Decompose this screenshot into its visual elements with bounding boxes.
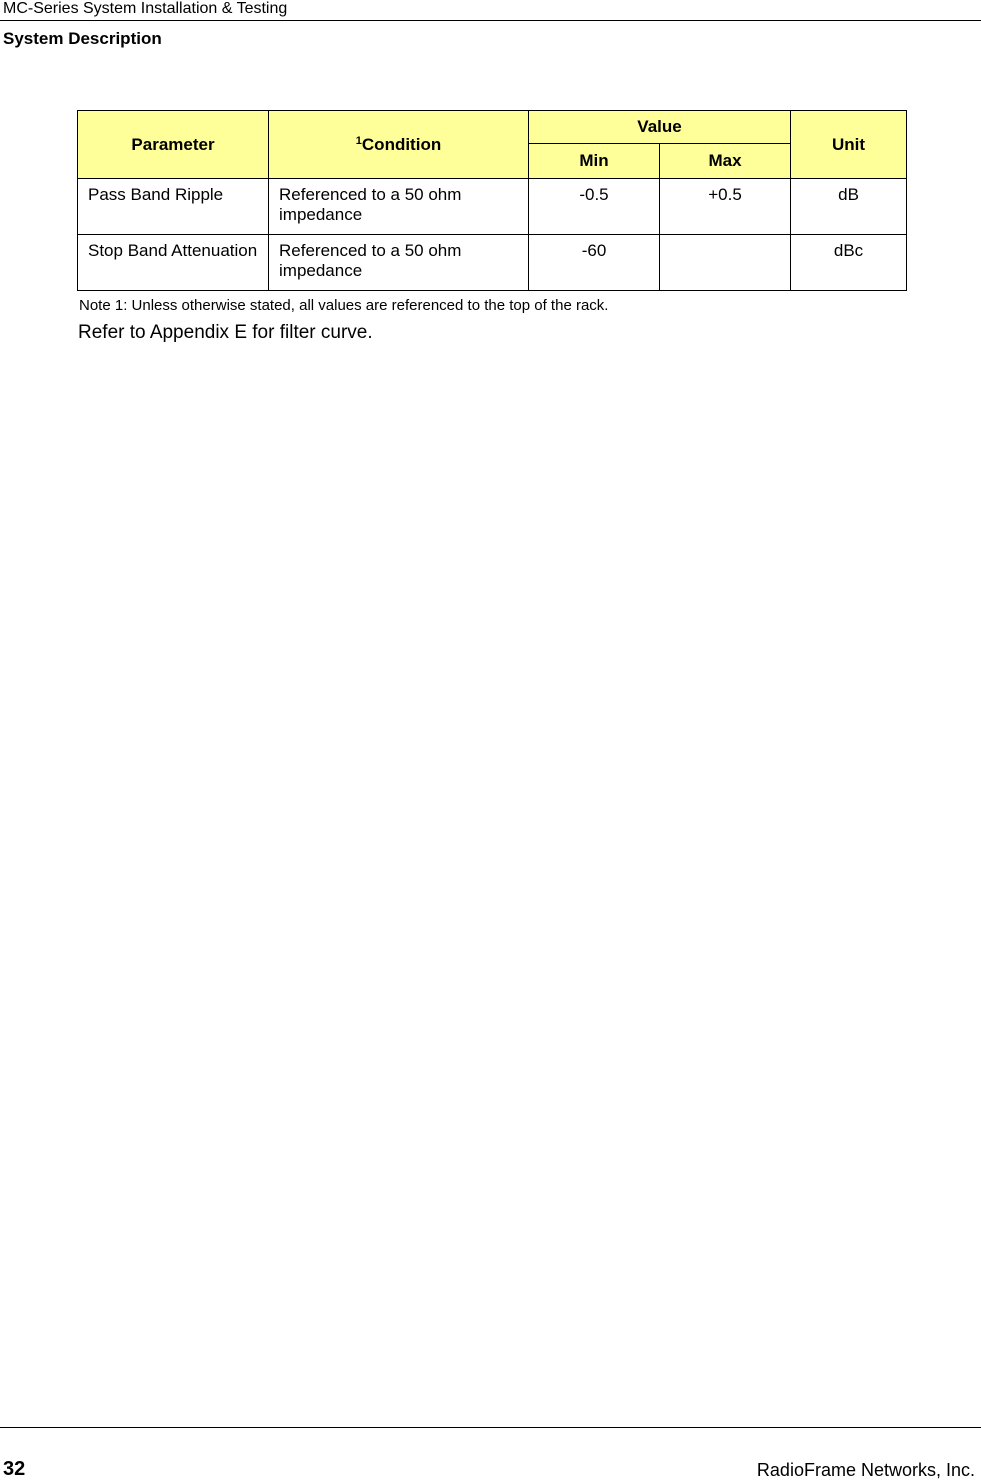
header-parameter: Parameter <box>78 111 269 179</box>
cell-max: +0.5 <box>660 179 791 235</box>
header-condition-label: Condition <box>361 134 442 154</box>
cell-condition: Referenced to a 50 ohm impedance <box>269 235 529 291</box>
header-value: Value <box>529 111 791 144</box>
table-row <box>78 179 907 235</box>
table-row <box>78 235 907 291</box>
cell-parameter: Pass Band Ripple <box>78 179 269 235</box>
appendix-reference: Refer to Appendix E for filter curve. <box>78 322 373 343</box>
document-title: MC-Series System Installation & Testing <box>3 0 288 17</box>
table-footnote: Note 1: Unless otherwise stated, all values are referenced to the top of the rack. <box>79 297 609 314</box>
footnote-marker: 1 <box>355 134 362 147</box>
header-condition <box>269 111 529 179</box>
specification-table <box>77 110 907 291</box>
header-min: Min <box>529 144 660 179</box>
cell-unit: dBc <box>791 235 907 291</box>
page-number: 32 <box>3 1458 26 1480</box>
cell-min: -0.5 <box>529 179 660 235</box>
document-header <box>0 0 981 21</box>
header-unit: Unit <box>791 111 907 179</box>
cell-max <box>660 235 791 291</box>
table-header-row <box>78 111 907 144</box>
cell-unit: dB <box>791 179 907 235</box>
company-name: RadioFrame Networks, Inc. <box>756 1460 975 1480</box>
section-title: System Description <box>3 29 162 48</box>
cell-condition: Referenced to a 50 ohm impedance <box>269 179 529 235</box>
cell-parameter: Stop Band Attenuation <box>78 235 269 291</box>
header-max: Max <box>660 144 791 179</box>
document-footer <box>0 1427 981 1481</box>
cell-min: -60 <box>529 235 660 291</box>
